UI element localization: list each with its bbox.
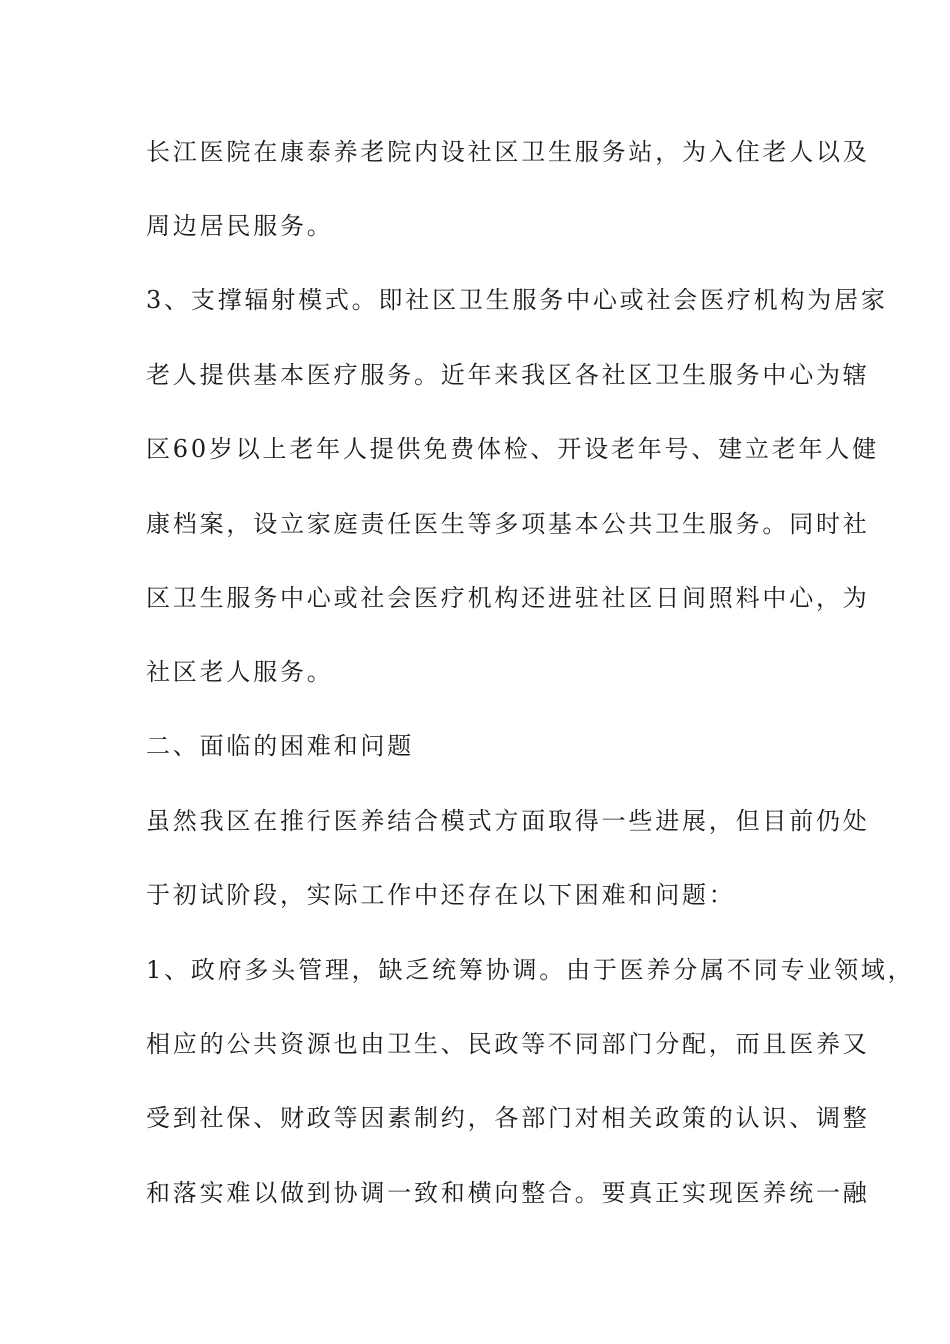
paragraph-line: 区60岁以上老年人提供免费体检、开设老年号、建立老年人健: [146, 435, 879, 463]
paragraph-line: 社区老人服务。: [146, 658, 334, 686]
paragraph-line: 于初试阶段，实际工作中还存在以下困难和问题：: [146, 881, 736, 909]
paragraph-line: 虽然我区在推行医养结合模式方面取得一些进展，但目前仍处: [146, 807, 870, 835]
paragraph-line: 相应的公共资源也由卫生、民政等不同部门分配，而且医养又: [146, 1030, 870, 1058]
paragraph-line: 受到社保、财政等因素制约，各部门对相关政策的认识、调整: [146, 1104, 870, 1132]
section-heading: 二、面临的困难和问题: [146, 732, 414, 760]
paragraph-line: 区卫生服务中心或社会医疗机构还进驻社区日间照料中心，为: [146, 584, 870, 612]
paragraph-line: 3、支撑辐射模式。即社区卫生服务中心或社会医疗机构为居家: [146, 286, 888, 314]
paragraph-line: 和落实难以做到协调一致和横向整合。要真正实现医养统一融: [146, 1179, 870, 1207]
paragraph-line: 老人提供基本医疗服务。近年来我区各社区卫生服务中心为辖: [146, 361, 870, 389]
paragraph-line: 周边居民服务。: [146, 212, 334, 240]
paragraph-line: 1、政府多头管理，缺乏统筹协调。由于医养分属不同专业领域，: [146, 956, 915, 984]
paragraph-line: 康档案，设立家庭责任医生等多项基本公共卫生服务。同时社: [146, 510, 870, 538]
paragraph-line: 长江医院在康泰养老院内设社区卫生服务站，为入住老人以及: [146, 138, 870, 166]
